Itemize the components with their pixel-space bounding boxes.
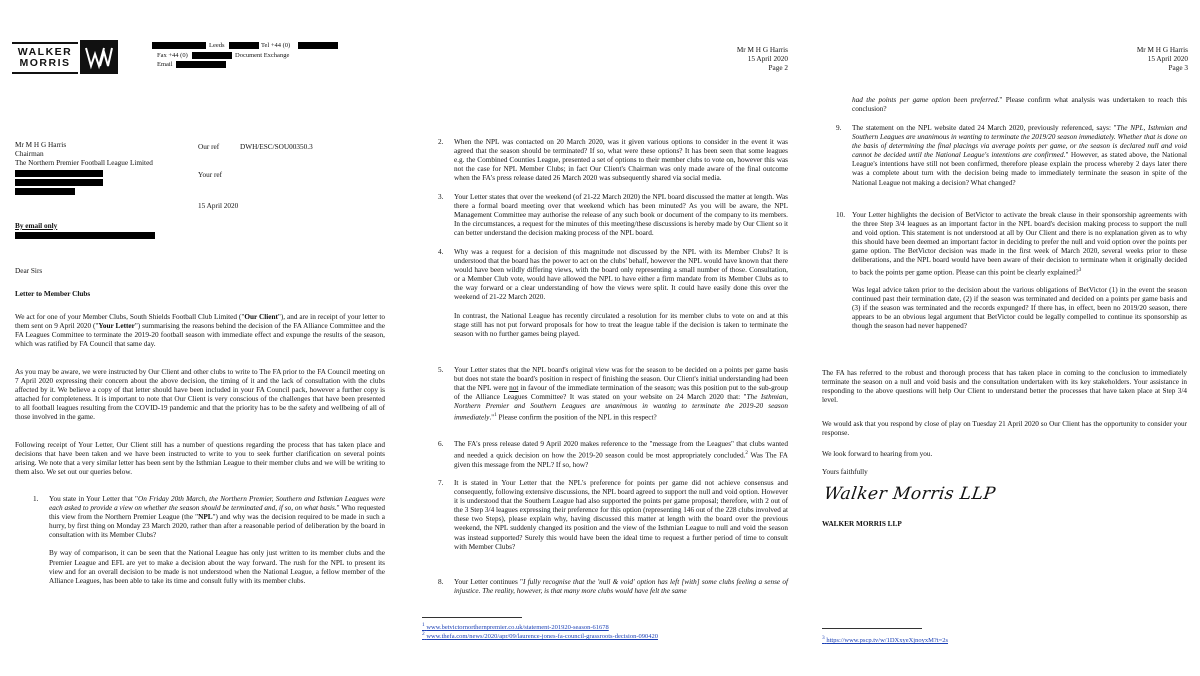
addressee-org: The Northern Premier Football League Limited — [15, 159, 153, 168]
item-text: Your Letter continues "I fully recognise that the 'null & void' option has left [with] some clubs feeling a sense of injustice. The reality, however, is that many more clubs would have felt the same — [454, 578, 788, 596]
handwritten-signature: Walker Morris LLP — [822, 484, 997, 504]
redaction-bar — [15, 170, 103, 177]
item-number: 1. — [33, 495, 39, 503]
header-date: 15 April 2020 — [747, 55, 788, 63]
footnote-3[interactable]: $^3$ https://www.pscp.tv/w/1DXxyeXjnoyxM?t=2s — [822, 635, 949, 645]
query-item-2 — [438, 138, 788, 183]
addressee-title: Chairman — [15, 150, 44, 159]
redaction-bar — [15, 232, 155, 239]
redaction-bar — [15, 179, 103, 186]
by-email-only: By email only — [15, 222, 58, 230]
header-page-number: Page 2 — [768, 64, 788, 72]
item-text: Your Letter states that the NPL board's original view was for the season to be decided on a points per game basis but does not state the board's position in respect of finishing the season. Our Client's initial understanding had been that the NPL were not in favour of the immediate termination of the season; was this position put to the sub-group of the Alliance Leagues Committee? It was stated on your website on 24 March 2020 that: "The Isthmian, Northern Premier and Southern Leagues are unanimous in wanting to terminate the 2019-20 season immediately."$^1$ Please confirm the position of the NPL in this respect? — [454, 366, 789, 422]
paragraph-queries: Following receipt of Your Letter, Our Client still has a number of questions regarding the process that has taken place and decisions that have been taken and we have been instructed to write to you to seek further clarification on several points arising. We note that a very similar letter has been sent by the Isthmian League to their member clubs and we will be writing to them also. We set out our queries below. — [15, 441, 385, 477]
item-number: 4. — [438, 248, 444, 256]
query-item-8 — [438, 578, 788, 596]
subject-line: Letter to Member Clubs — [15, 290, 91, 298]
query-item-4 — [438, 248, 788, 339]
footnote-2[interactable]: $^2$ www.thefa.com/news/2020/apr/09/laurence-jones-fa-council-grassroots-decision-090420 — [422, 631, 659, 641]
header-date: 15 April 2020 — [1147, 55, 1188, 63]
footnote-1[interactable]: $^1$ www.betvictornorthernpremier.co.uk/statement-201920-season-61678 — [422, 622, 609, 632]
our-ref-value: DWH/ESC/SOU00350.3 — [240, 143, 313, 151]
firm-logo-text: WALKER MORRIS — [12, 42, 78, 74]
item-text: The statement on the NPL website dated 24 March 2020, previously referenced, says: "The NPL, Isthmian and Southern Leagues are unanimous in wanting to terminate the 2019/20 season immediately. Whether that is done on the basis of determining the final placings via average points per game, or the season is declared null and void cannot be decided until the National League's intentions are confirmed." However, as stated above, the National League's intentions have still not been confirmed, therefore please explain the process whereby 2 days later there was a complete about turn with the decision being made to immediately terminate the season in spite of the National League not making a decision? What changed? — [852, 124, 1187, 187]
item-text-2: By way of comparison, it can be seen that the National League has only just written to its member clubs and the Premier League and EFL are yet to make a decision about the way forward. The rush for the NPL to present its view and for an overall decision to be made is not understood when the National League, a fellow member of the Alliance Leagues, has been able to take its time and consult fully with its member clubs. — [49, 549, 385, 585]
our-ref-label: Our ref — [198, 143, 220, 151]
redaction-bar — [298, 42, 338, 49]
query-item-5 — [438, 366, 788, 423]
addressee-block — [15, 141, 195, 168]
letter-page-2 — [400, 0, 800, 676]
item-text: When the NPL was contacted on 20 March 2020, was it given various options to consider in the event it was agreed that the season should be terminated? If so, what were these options? It has been seen that some leagues e.g. the Combined Counties League, presented a set of options to their member clubs to vote on, however this was not the case for NPL Member Clubs; in fact Our Client's Chairman was only made aware of the final outcome when the FA's press release dated 26 March 2020 was subsequently shared via social media. — [454, 138, 788, 183]
query-item-10 — [836, 211, 1187, 332]
paragraph-respond: We would ask that you respond by close of play on Tuesday 21 April 2020 so Our Client has the opportunity to consider your response. — [822, 420, 1187, 438]
item-number: 7. — [438, 479, 444, 487]
item-number: 3. — [438, 193, 444, 201]
item-text: Your Letter states that over the weekend (of 21-22 March 2020) the NPL board discussed the matter at length. Was there a formal board meeting over that weekend which has been minuted? As you will be aware, the NPL Management Committee may authorise the release of any such book or document of the company to its members. In the circumstances, a request for the minutes of this meeting/these discussions is hereby made by Our Client so it can better understand the decision making process of the NPL board. — [454, 193, 788, 238]
letter-date: 15 April 2020 — [198, 202, 239, 210]
item-number: 5. — [438, 366, 444, 374]
doc-exchange-label: Document Exchange — [235, 52, 290, 59]
paragraph-intro: We act for one of your Member Clubs, South Shields Football Club Limited ("Our Client"), and are in receipt of your letter to them sent on 9 April 2020 ("Your Letter") summarising the reasons behind the decision of the FA Alliance Committee and the FA Leagues Committee to terminate the 2019-20 football season with immediate effect and expunge the results of the season, which was ratified by FA Council that same day. — [15, 313, 386, 349]
redaction-bar — [192, 52, 232, 59]
letter-page-1 — [0, 0, 400, 676]
header-page-number: Page 3 — [1168, 64, 1188, 72]
item-number: 9. — [836, 124, 842, 132]
page-header — [1137, 46, 1188, 73]
header-name: Mr M H G Harris — [1136, 46, 1188, 54]
email-label: Email — [157, 61, 173, 68]
letter-page-3 — [800, 0, 1200, 676]
item-8-continued: had the points per game option been preferred." Please confirm what analysis was undertaken to reach this conclusion? — [852, 96, 1188, 114]
header-name: Mr M H G Harris — [736, 46, 788, 54]
item-number: 6. — [438, 440, 444, 448]
query-item-6 — [438, 440, 788, 470]
sign-off: Yours faithfully — [822, 468, 868, 476]
redaction-bar — [15, 188, 75, 195]
your-ref-label: Your ref — [198, 171, 223, 179]
footnote-divider — [822, 628, 922, 629]
item-text: It is stated in Your Letter that the NPL's preference for points per game did not achieve consensus and consequently, following extensive discussions, the NPL board agreed to support the null and void option. However it is understood that the Southern League had also supported the points per game proposal; therefore, with 2 out of the 3 Step 3/4 leagues expressing their preference for this option (representing 146 out of the 228 clubs involved at these two Steps), please explain why, having discussed this matter at length with the board over the previous weekend, the NPL suddenly changed its position and the view of the Isthmian League to null and void the season was instead supported? Surely this would have been the ideal time to request a further period of time to consult with Member Clubs? — [454, 479, 788, 551]
item-number: 10. — [836, 211, 846, 219]
addressee-name: Mr M H G Harris — [15, 141, 67, 149]
leeds-label: Leeds — [209, 42, 225, 49]
query-item-7 — [438, 479, 788, 552]
item-text: You state in Your Letter that "On Friday 20th March, the Northern Premier, Southern and Isthmian Leagues were each asked to provide a view on whether the season should be terminated and, if so, on what basis." Who requested this view from the Northern Premier League (the "NPL") and why was the decision required to be made in such a hurry, by first thing on Monday 23 March 2020, rather than after a reasonable period of deliberation by the board in consultation with its Member Clubs? — [49, 495, 385, 540]
item-text: Your Letter highlights the decision of BetVictor to activate the break clause in their sponsorship agreements with the three Step 3/4 leagues as an important factor in the NPL board's decision making process to support the null and void option. This statement is not understood at all by Our Client and there is no explanation given as to why this should have been deemed an important factor in deciding to prefer the null and void option over the points per game option. The BetVictor decision was made in the first week of March 2020, several weeks prior to these deliberations, and the NPL board would have been aware of their decision to terminate when it originally decided to back the points per game option. Please can this point be clearly explained?$^3$ — [852, 211, 1187, 276]
fax-label: Fax +44 (0) — [157, 52, 188, 59]
paragraph-fa-process: The FA has referred to the robust and thorough process that has taken place in coming to the conclusion to immediately terminate the season on a null and void basis and the consultation undertaken with its key stakeholders. Your assistance in responding to the above questions will help Our Client to understand better the processes that have taken place at Step 3/4 level. — [822, 369, 1187, 405]
paragraph-background: As you may be aware, we were instructed by Our Client and other clubs to write to The FA prior to the FA Council meeting on 7 April 2020 expressing their concern about the above decision, the timing of it and the lack of consultation with the clubs affected by it. We believe a copy of that letter should have been included in your FA Council pack, however a further copy is attached for completeness. It is important to note that Our Client is very conscious of the challenges that have been presented to all football leagues resulting from the COVID-19 pandemic and that the priority has to be the safety and wellbeing of all of those involved in the game. — [15, 368, 385, 422]
item-number: 8. — [438, 578, 444, 586]
firm-logo-mark — [80, 40, 118, 74]
query-item-3 — [438, 193, 788, 238]
item-number: 2. — [438, 138, 444, 146]
salutation: Dear Sirs — [15, 267, 43, 275]
redaction-bar — [176, 61, 226, 68]
firm-name: WALKER MORRIS LLP — [822, 520, 902, 528]
redaction-bar — [152, 42, 206, 49]
paragraph-closing: We look forward to hearing from you. — [822, 450, 933, 458]
redaction-bar — [229, 42, 259, 49]
tel-label: Tel +44 (0) — [261, 42, 291, 49]
page-header — [737, 46, 788, 73]
item-text: The FA's press release dated 9 April 2020 makes reference to the "message from the Leagues" that clubs wanted and needed a quick decision on how the 2019-20 season could be most appropriately concluded.$^2$ Was The FA given this message from the NPL? If so, how? — [454, 440, 789, 469]
item-text-2: In contrast, the National League has recently circulated a resolution for its member clubs to vote on and at this stage still has not put forward proposals for how to treat the league table if the decision is taken to terminate the season with no further games being played. — [454, 311, 788, 338]
query-item-9 — [836, 124, 1187, 188]
query-item-1 — [33, 495, 385, 586]
item-text-2: Was legal advice taken prior to the decision about the various obligations of BetVictor (1) in the event the season continued past their termination date, (2) if the season was terminated and decided on a points per game basis and (3) if the season was terminated and the records expunged? If there has, in effect, been no 2019/20 season, there appears to be an obvious legal argument that BetVictor could be legally compelled to continue its sponsorship as though the season had never happened? — [852, 286, 1187, 331]
footnote-divider — [422, 617, 522, 618]
item-text: Why was a request for a decision of this magnitude not discussed by the NPL with its Member Clubs? It is understood that the board has the power to act on the clubs' behalf, however the NPL would have known that there would have been wildly differing views, with the board only representing a small number of those. Consultation, or a Member Club vote, would have allowed the NPL to have either a firm mandate from its Member Clubs as to the way forward or a clear understanding of how the views were split. It could have easily done this over the weekend of 21-22 March 2020. — [454, 248, 788, 302]
